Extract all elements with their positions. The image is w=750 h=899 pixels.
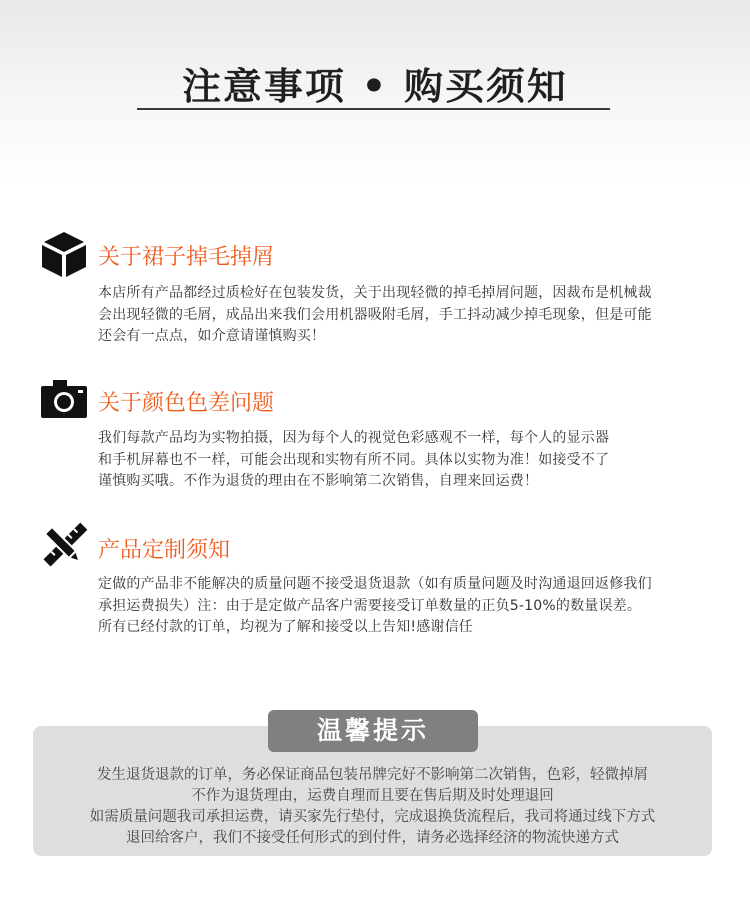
body-line: 本店所有产品都经过质检好在包装发货，关于出现轻微的掉毛掉屑问题，因裁布是机械裁 — [98, 285, 652, 301]
tips-line: 不作为退货理由，运费自理而且要在售后期及时处理退回 — [191, 788, 554, 804]
body-line: 我们每款产品均为实物拍摄，因为每个人的视觉色彩感观不一样，每个人的显示器 — [98, 430, 610, 446]
camera-icon — [40, 378, 88, 426]
section-title-custom: 产品定制须知 — [98, 538, 231, 563]
body-line: 谨慎购买哦。不作为退货的理由在不影响第二次销售，自理来回运费！ — [98, 473, 539, 489]
box-icon — [40, 230, 88, 278]
body-line: 承担运费损失）注：由于是定做产品客户需要接受订单数量的正负5-10%的数量误差。 — [98, 597, 642, 614]
section-body-shedding — [98, 283, 728, 348]
title-underline — [137, 108, 610, 110]
header-banner — [0, 0, 750, 182]
page-title: 注意事项 • 购买须知 — [182, 65, 568, 108]
tips-label: 温馨提示 — [268, 710, 478, 752]
tips-body — [44, 765, 701, 849]
tips-line: 发生退货退款的订单，务必保证商品包装吊牌完好不影响第二次销售，色彩，轻微掉屑 — [97, 767, 648, 783]
section-title-color: 关于颜色色差问题 — [98, 391, 275, 416]
body-line: 定做的产品非不能解决的质量问题不接受退货退款（如有质量问题及时沟通退回返修我们 — [98, 576, 652, 592]
body-line: 会出现轻微的毛屑，成品出来我们会用机器吸附毛屑，手工抖动减少掉毛现象，但是可能 — [98, 306, 652, 323]
body-line: 和手机屏幕也不一样，可能会出现和实物有所不同。具体以实物为准！如接受不了 — [98, 451, 610, 468]
section-body-custom — [98, 574, 728, 639]
body-line: 还会有一点点，如介意请谨慎购买！ — [98, 328, 326, 344]
section-title-shedding: 关于裙子掉毛掉屑 — [98, 245, 275, 270]
pencil-ruler-icon — [40, 522, 88, 570]
tips-line: 如需质量问题我司承担运费，请买家先行垫付，完成退换货流程后，我司将通过线下方式 — [89, 809, 656, 825]
tips-line: 退回给客户，我们不接受任何形式的到付件，请务必选择经济的物流快递方式 — [126, 830, 619, 846]
body-line: 所有已经付款的订单，均视为了解和接受以上告知!感谢信任 — [98, 619, 474, 635]
section-body-color — [98, 428, 728, 493]
